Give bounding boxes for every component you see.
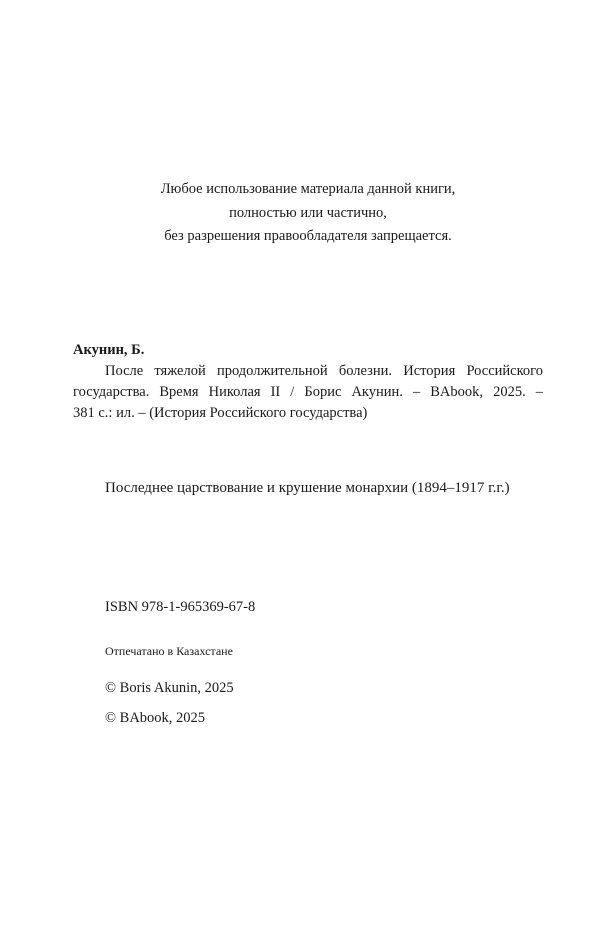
notice-line: без разрешения правообладателя запрещается.: [164, 228, 452, 244]
isbn-number: ISBN 978-1-965369-67-8: [105, 599, 256, 615]
description-line: 381 с.: ил. – (История Российского государства): [73, 405, 368, 421]
description-line: государства. Время Николая II / Борис Акунин. – BAbook, 2025. –: [73, 384, 543, 400]
copyright-notice: [0, 178, 616, 249]
notice-line: Любое использование материала данной книги,: [160, 181, 456, 197]
printed-in-note: Отпечатано в Казахстане: [105, 644, 233, 658]
copyright-publisher: © BAbook, 2025: [105, 710, 206, 726]
author-name: Акунин, Б.: [73, 342, 145, 358]
bibliographic-description: [73, 361, 543, 424]
copyright-author: © Boris Akunin, 2025: [105, 680, 234, 696]
book-subtitle: Последнее царствование и крушение монархии (1894–1917 г.г.): [105, 480, 510, 496]
notice-line: полностью или частично,: [229, 204, 387, 221]
description-line: После тяжелой продолжительной болезни. История Российского: [105, 363, 543, 379]
